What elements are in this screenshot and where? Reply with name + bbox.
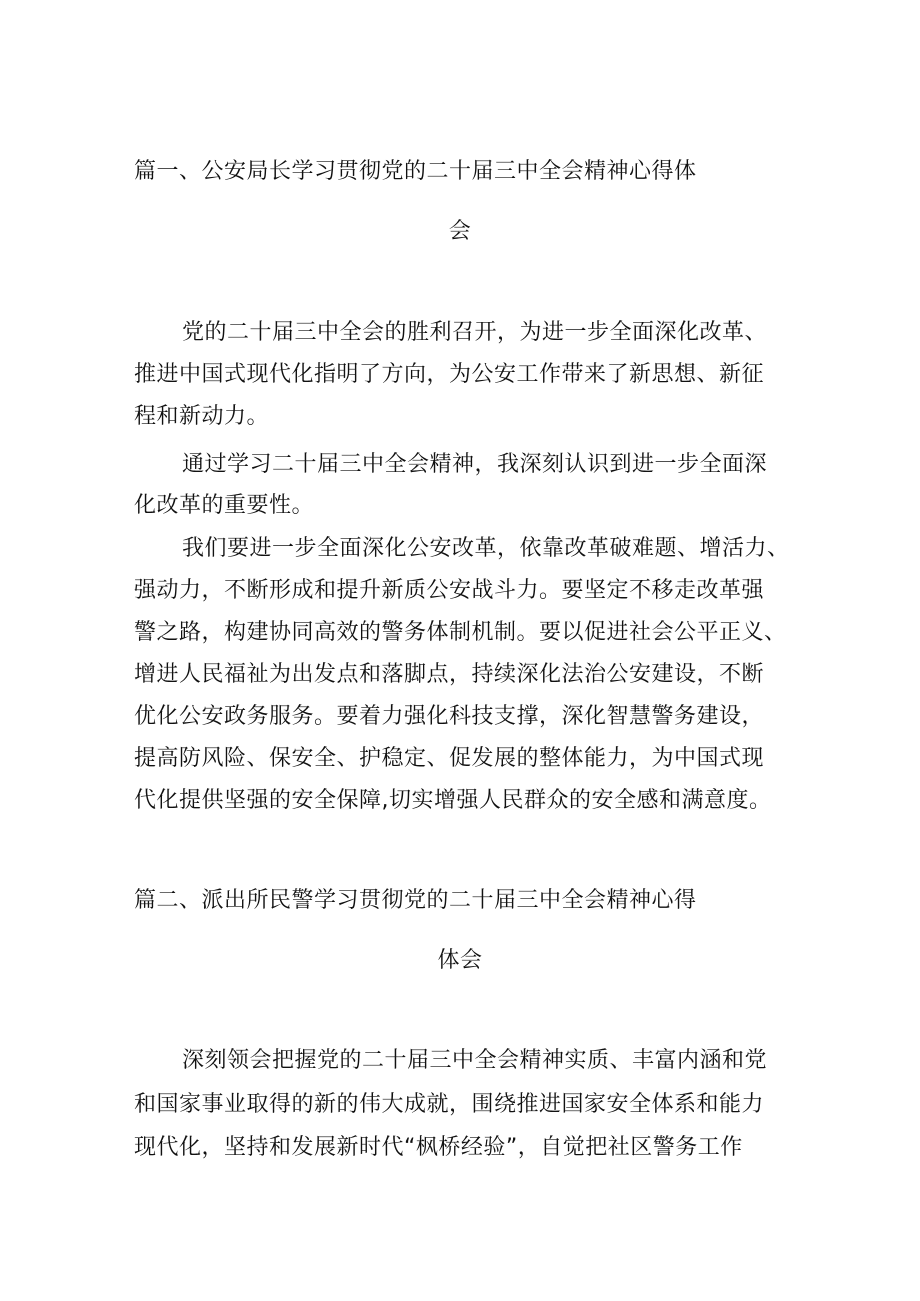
section1-para3-line: 代化提供坚强的安全保障,切实增强人民群众的安全感和满意度。	[134, 788, 772, 813]
section2-para1-line: 现代化，坚持和发展新时代“枫桥经验”，自觉把社区警务工作	[134, 1135, 743, 1160]
section1-title-line2: 会	[448, 219, 472, 244]
section1-title-line1: 篇一、公安局长学习贯彻党的二十届三中全会精神心得体	[134, 159, 697, 184]
section1-para3-line: 提高防风险、保安全、护稳定、促发展的整体能力，为中国式现	[134, 746, 765, 771]
section1-para1-line: 程和新动力。	[134, 404, 270, 429]
section1-para2-line: 化改革的重要性。	[134, 493, 315, 518]
section2-para1-line: 和国家事业取得的新的伟大成就，围绕推进国家安全体系和能力	[134, 1092, 765, 1117]
section1-para3-line: 优化公安政务服务。要着力强化科技支撑，深化智慧警务建设，	[134, 704, 765, 729]
section1-para1-line: 党的二十届三中全会的胜利召开，为进一步全面深化改革、	[182, 320, 768, 345]
section1-para2-line: 通过学习二十届三中全会精神，我深刻认识到进一步全面深	[182, 452, 768, 477]
section2-title-line1: 篇二、派出所民警学习贯彻党的二十届三中全会精神心得	[134, 888, 697, 913]
section1-para3-line: 强动力，不断形成和提升新质公安战斗力。要坚定不移走改革强	[134, 578, 765, 603]
section1-para1-line: 推进中国式现代化指明了方向，为公安工作带来了新思想、新征	[134, 362, 765, 387]
section1-para3-line: 增进人民福祉为出发点和落脚点，持续深化法治公安建设，不断	[134, 662, 765, 687]
section1-para3-line: 警之路，构建协同高效的警务体制机制。要以促进社会公平正义、	[134, 620, 787, 645]
section2-para1-line: 深刻领会把握党的二十届三中全会精神实质、丰富内涵和党	[182, 1048, 768, 1073]
section1-para3-line: 我们要进一步全面深化公安改革，依靠改革破难题、增活力、	[182, 536, 790, 561]
section2-title-line2: 体会	[437, 948, 483, 973]
